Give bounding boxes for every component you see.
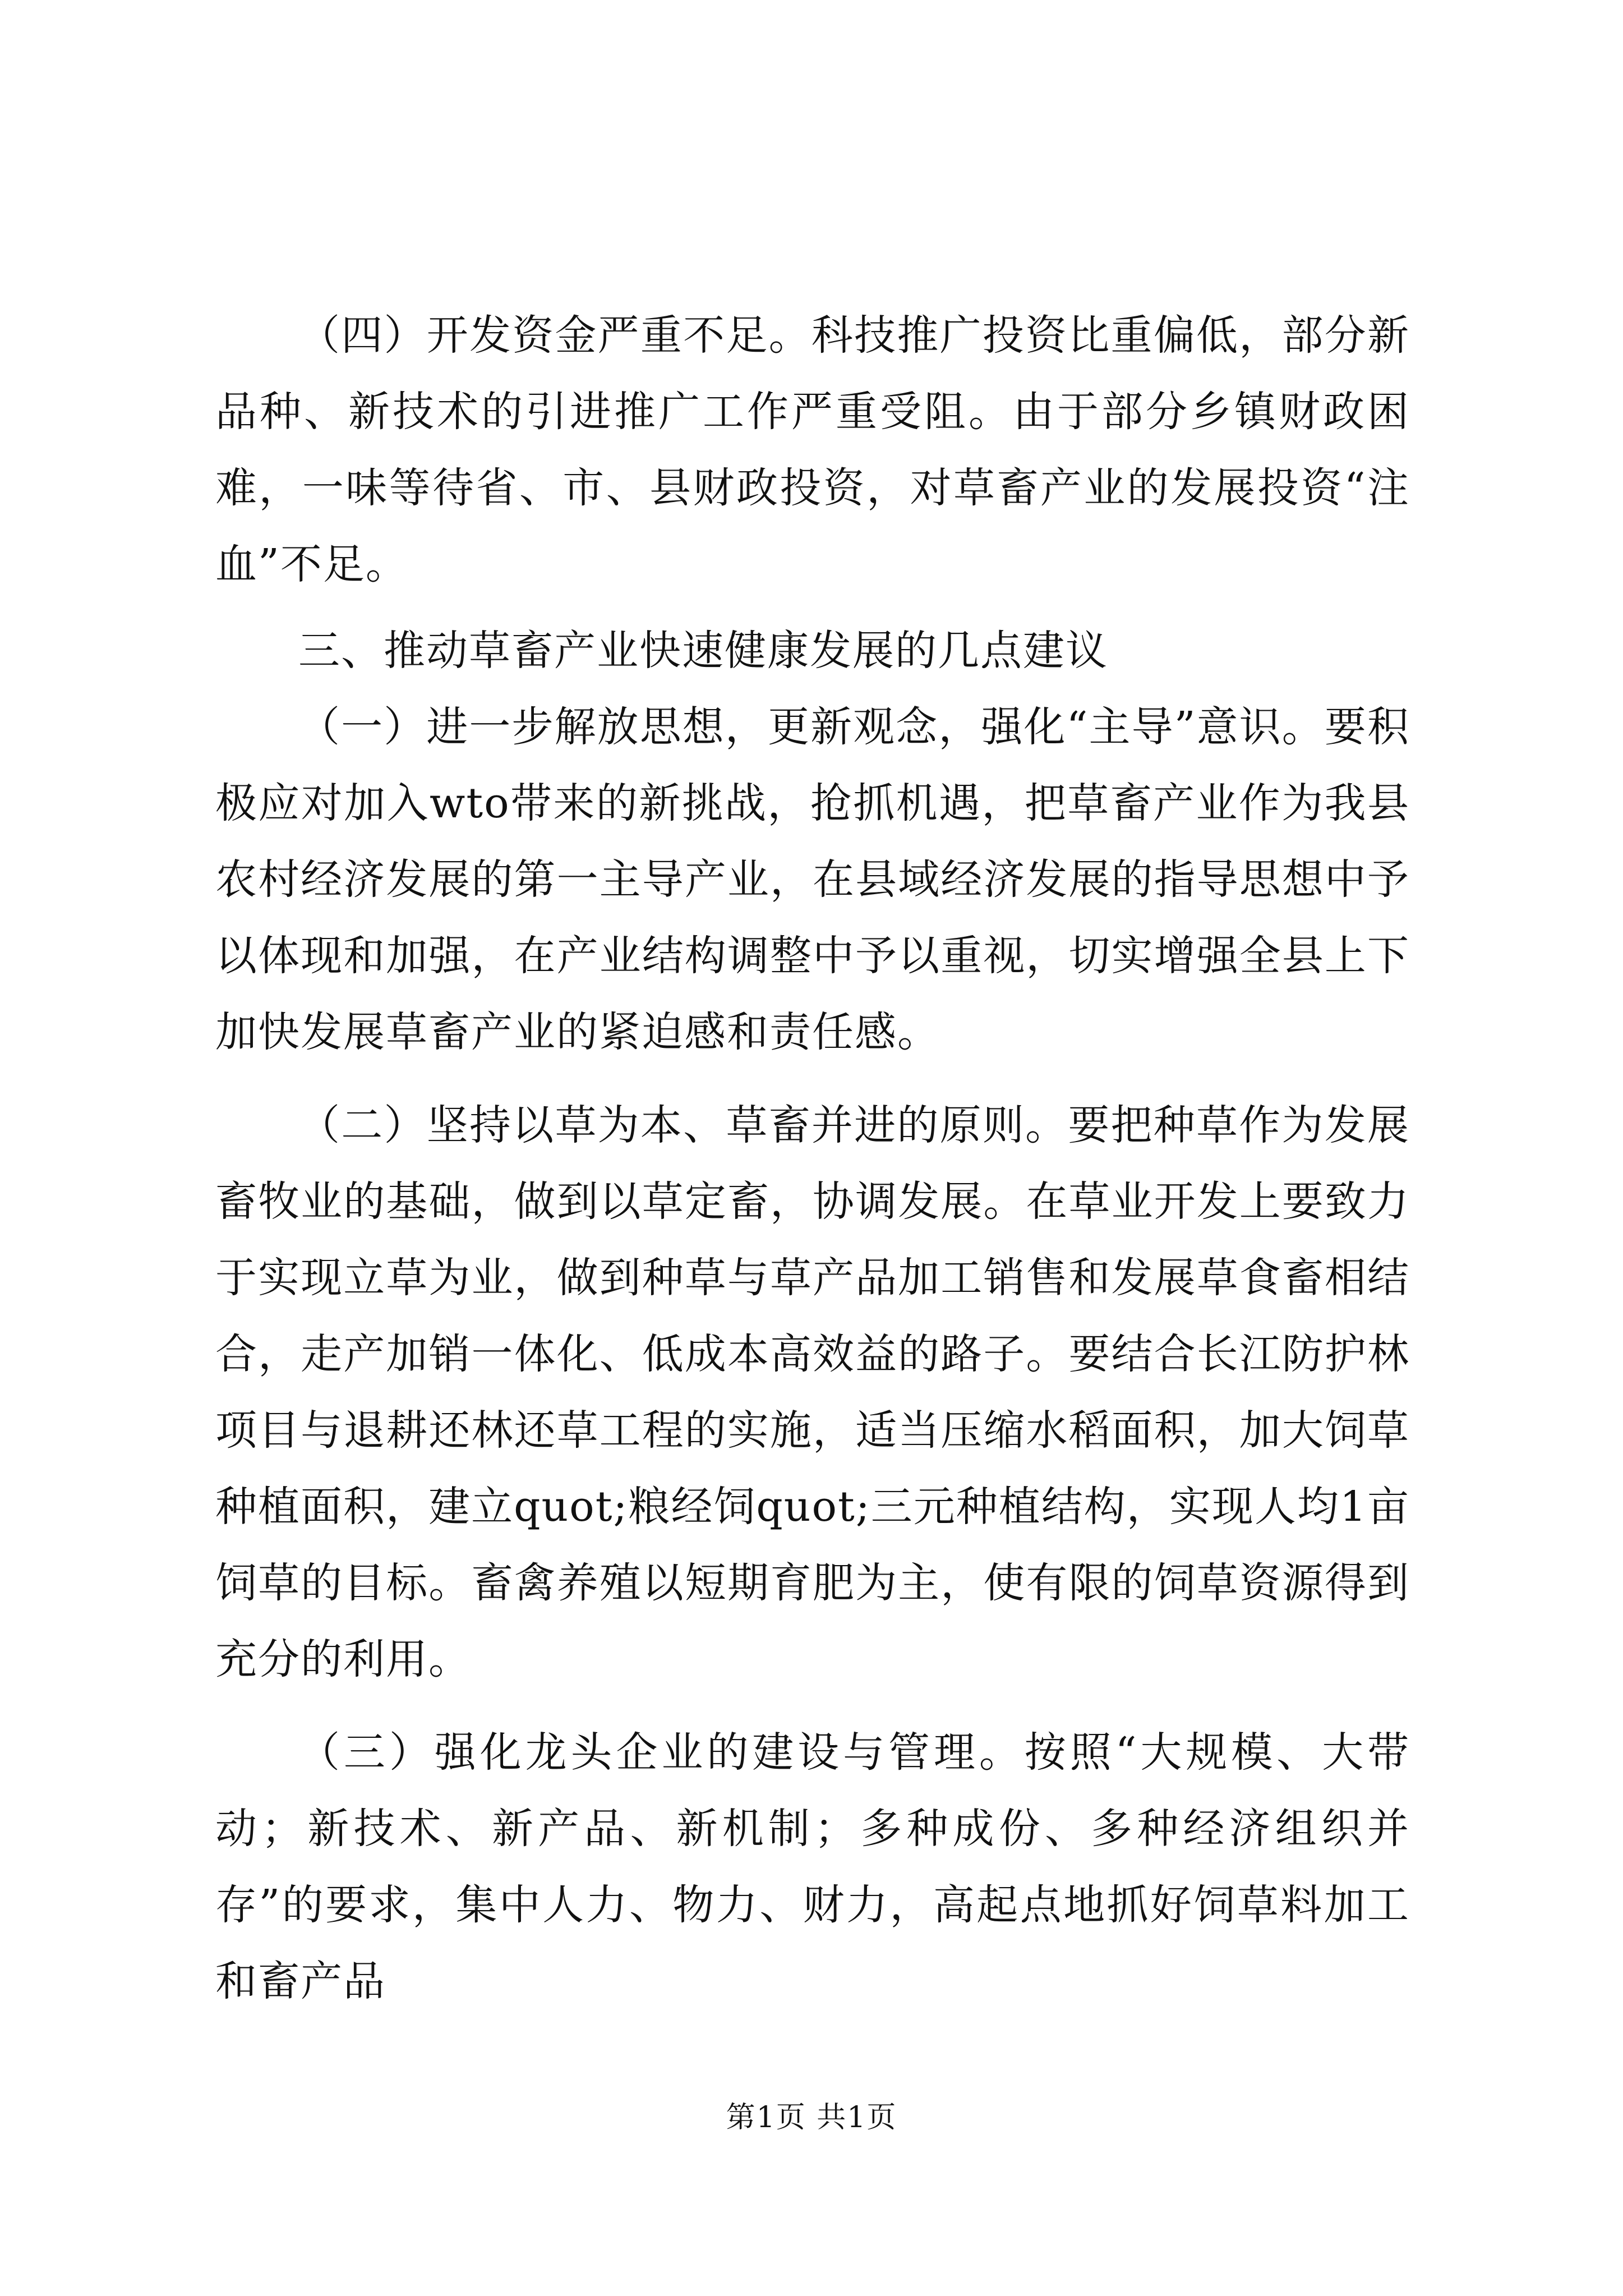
document-body xyxy=(215,297,1410,2019)
paragraph-leading-enterprises: （三）强化龙头企业的建设与管理。按照“大规模、大带动；新技术、新产品、新机制；多种成份、多种经济组织并存”的要求，集中人力、物力、财力，高起点地抓好饲草料加工和畜产品 xyxy=(215,1728,1410,2005)
paragraph-emancipate-thinking: （一）进一步解放思想，更新观念，强化“主导”意识。要积极应对加入wto带来的新挑战，抢抓机遇，把草畜产业作为我县农村经济发展的第一主导产业，在县域经济发展的指导思想中予以体现和加强，在产业结构调整中予以重视，切实增强全县上下加快发展草畜产业的紧迫感和责任感。 xyxy=(215,703,1410,1056)
section-heading-suggestions: 三、推动草畜产业快速健康发展的几点建议 xyxy=(298,627,1108,675)
page-footer: 第1页 共1页 xyxy=(726,2101,897,2134)
paragraph-grass-based-principle: （二）坚持以草为本、草畜并进的原则。要把种草作为发展畜牧业的基础，做到以草定畜，协调发展。在草业开发上要致力于实现立草为业，做到种草与草产品加工销售和发展草食畜相结合，走产加销一体化、低成本高效益的路子。要结合长江防护林项目与退耕还林还草工程的实施，适当压缩水稻面积，加大饲草种植面积，建立quot;粮经饲quot;三元种植结构，实现人均1亩饲草的目标。畜禽养殖以短期育肥为主，使有限的饲草资源得到充分的利用。 xyxy=(215,1101,1410,1683)
paragraph-funding-shortage: （四）开发资金严重不足。科技推广投资比重偏低，部分新品种、新技术的引进推广工作严重受阻。由于部分乡镇财政困难，一味等待省、市、县财政投资，对草畜产业的发展投资“注血”不足。 xyxy=(215,311,1410,588)
